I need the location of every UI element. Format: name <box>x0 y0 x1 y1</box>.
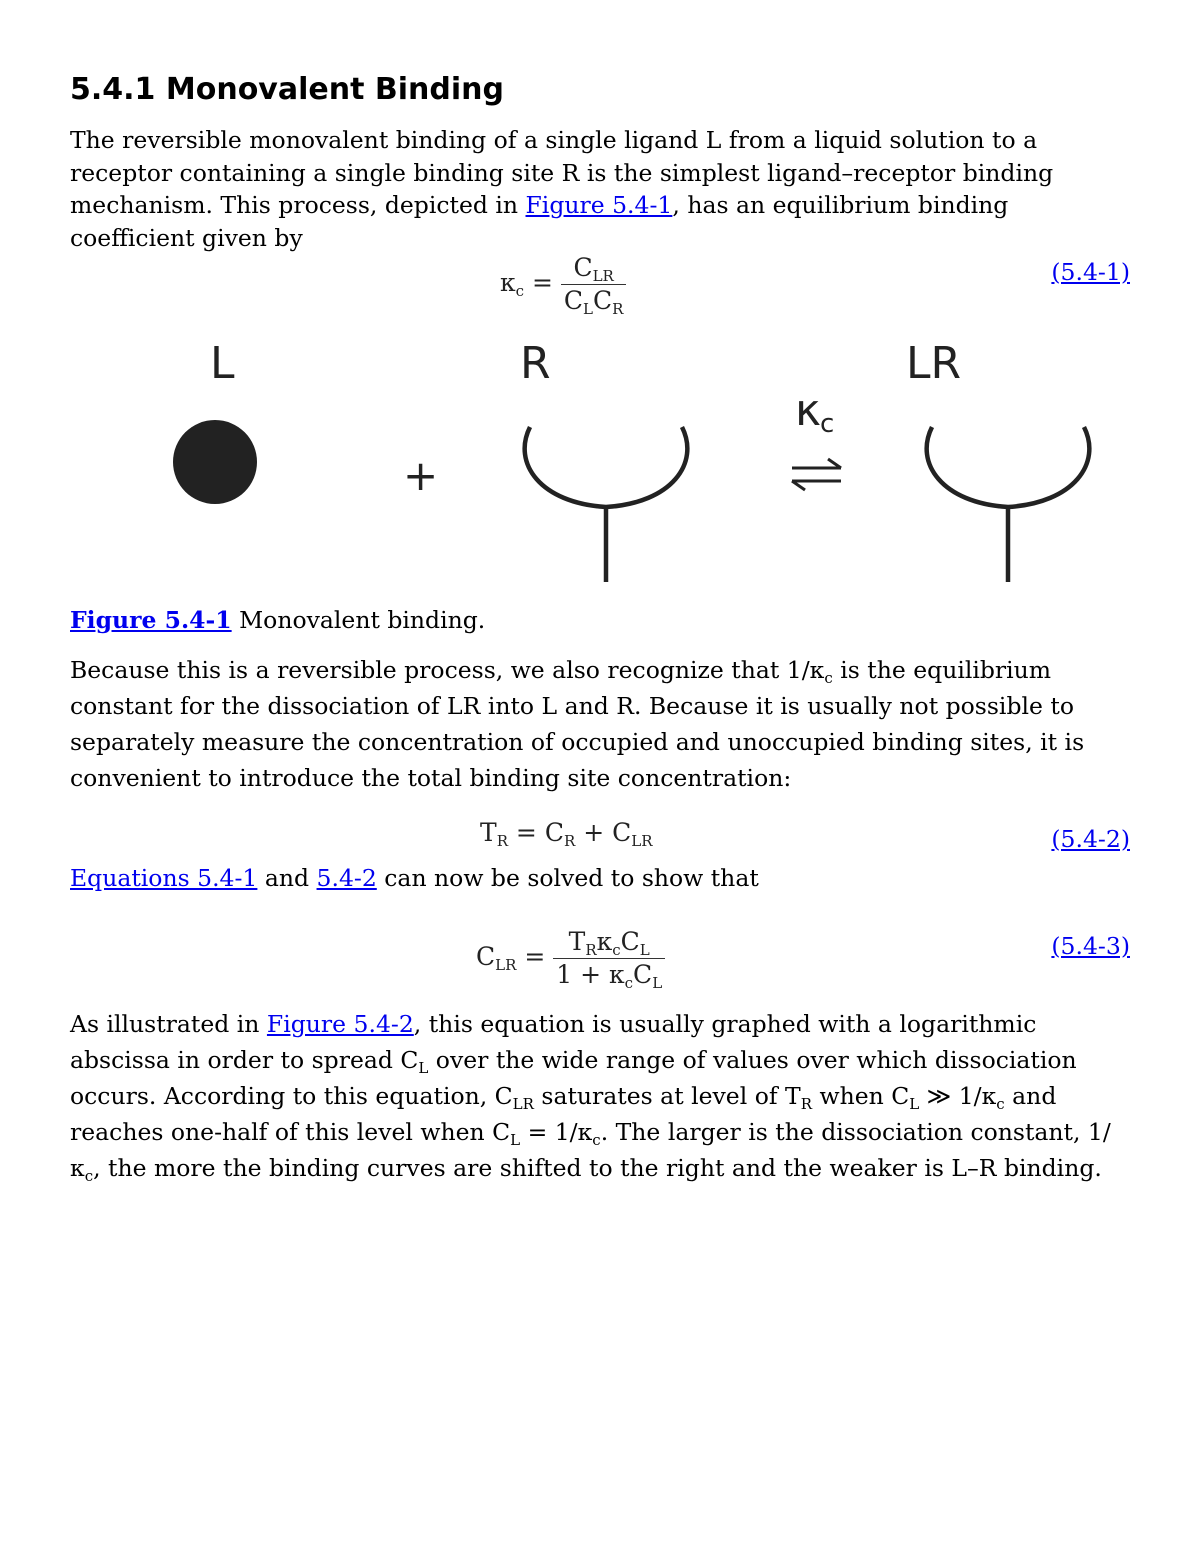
figure-monovalent-binding <box>210 335 1120 595</box>
figure-kappa-sub: c <box>820 409 835 439</box>
eq1-den-a: C <box>563 286 584 315</box>
equation-5-4-2 <box>480 818 653 850</box>
para4-t5: when C <box>812 1082 910 1110</box>
figure-label-l: L <box>210 338 235 389</box>
para1-text-a: The reversible monovalent binding of a single ligand L from a liquid solution to a receptor containing a single binding site R is the simplest ligand–receptor binding mechanism. This process, depicted in <box>70 126 1054 219</box>
eq1-den-b: C <box>593 286 613 315</box>
eq3-den-b: C <box>633 960 653 989</box>
para1-text-b: , has an equilibrium binding coefficient given by <box>70 191 1009 252</box>
para3-text-a: and <box>257 864 317 892</box>
para4-t10: , the more the binding curves are shifted to the right and the weaker is L–R binding. <box>93 1154 1102 1182</box>
eq1-num-c: C <box>573 253 593 282</box>
equation-number-5-4-2[interactable]: (5.4-2) <box>1051 825 1130 853</box>
para4-t1: As illustrated in <box>70 1010 267 1038</box>
figure-kappa: κ <box>795 385 821 436</box>
para4-s2: LR <box>512 1095 534 1113</box>
figure-label-lr: LR <box>906 338 962 389</box>
equation-5-4-3 <box>476 926 665 991</box>
section-heading <box>70 68 504 112</box>
para4-s7: c <box>592 1131 601 1149</box>
figure-plus-sign: + <box>403 451 439 500</box>
section-title: Monovalent Binding <box>165 72 504 107</box>
eq3-denominator <box>553 959 665 991</box>
eq3-equals: = <box>524 942 546 971</box>
figure-5-4-1-link[interactable]: Figure 5.4-1 <box>525 191 673 219</box>
paragraph-illustrated <box>70 1006 1132 1186</box>
eq1-den-a-sub: L <box>583 300 593 318</box>
eq1-numerator <box>561 252 627 285</box>
paragraph-intro <box>70 124 1132 254</box>
eq1-lhs-sub: c <box>515 282 525 300</box>
section-number: 5.4.1 <box>70 72 156 107</box>
eq2-b: = C <box>507 818 564 847</box>
eq3-num-b: κ <box>596 927 613 956</box>
equation-5-4-1 <box>500 252 626 317</box>
eq3-lhs: C <box>476 942 496 971</box>
para4-t9: . The larger is the dissociation constant, 1/κ <box>70 1118 1111 1182</box>
eq1-den-b-sub: R <box>612 300 624 318</box>
equilibrium-arrows-icon <box>792 459 841 490</box>
para4-s5: c <box>996 1095 1005 1113</box>
eq1-equals: = <box>531 268 553 297</box>
para4-t7: and reaches one-half of this level when C <box>70 1082 1057 1146</box>
equations-5-4-1-link[interactable]: Equations 5.4-1 <box>70 864 258 892</box>
eq1-fraction <box>561 252 627 317</box>
eq3-num-c-sub: L <box>639 941 650 959</box>
eq3-num-a-sub: R <box>585 941 597 959</box>
para4-t2: , this equation is usually graphed with a logarithmic abscissa in order to spread C <box>70 1010 1037 1074</box>
equation-number-5-4-1[interactable]: (5.4-1) <box>1051 258 1130 286</box>
eq1-lhs: κ <box>500 268 516 297</box>
para4-s6: L <box>510 1131 521 1149</box>
ligand-circle <box>173 420 257 504</box>
eq3-lhs-sub: LR <box>495 956 517 974</box>
para4-s4: L <box>909 1095 920 1113</box>
eq2-b-sub: R <box>563 832 576 850</box>
para2-text-b: is the equilibrium constant for the dissociation of LR into L and R. Because it is usually not possible to separately measure the concentration of occupied and unoccupied binding sites, it is convenient to introduce the total binding site concentration: <box>70 656 1085 792</box>
para4-s1: L <box>418 1059 429 1077</box>
figure-5-4-2-link[interactable]: Figure 5.4-2 <box>266 1010 414 1038</box>
eq3-numerator <box>553 926 665 959</box>
eq1-denominator <box>561 285 627 317</box>
para3-text-b: can now be solved to show that <box>376 864 759 892</box>
paragraph-equations <box>70 862 1132 895</box>
para4-t4: saturates at level of T <box>533 1082 801 1110</box>
equation-number-5-4-3[interactable]: (5.4-3) <box>1051 932 1130 960</box>
caption-text: Monovalent binding. <box>231 606 486 634</box>
eq3-den-a: 1 + κ <box>556 960 625 989</box>
eq3-den-b-sub: L <box>652 974 663 992</box>
para4-t8: = 1/κ <box>520 1118 593 1146</box>
eq3-num-a: T <box>568 927 586 956</box>
figure-label-r: R <box>520 338 551 389</box>
paragraph-reversible <box>70 652 1132 796</box>
caption-figure-link[interactable]: Figure 5.4-1 <box>70 606 232 634</box>
receptor-r-shape <box>525 427 688 582</box>
eq3-den-a-sub: c <box>624 974 634 992</box>
eq1-num-sub: LR <box>592 267 614 285</box>
eq2-c-sub: LR <box>631 832 653 850</box>
para4-t3: over the wide range of values over which dissociation occurs. According to this equation, C <box>70 1046 1077 1110</box>
para2-sub: c <box>824 669 833 687</box>
eq3-fraction <box>553 926 665 991</box>
receptor-lr-shape <box>927 427 1090 582</box>
eq3-num-c: C <box>620 927 640 956</box>
eq2-a-sub: R <box>496 832 508 850</box>
para2-text-a: Because this is a reversible process, we also recognize that 1/κ <box>70 656 825 684</box>
equation-5-4-2-link[interactable]: 5.4-2 <box>316 864 377 892</box>
para4-s8: c <box>84 1167 94 1185</box>
para4-s3: R <box>800 1095 812 1113</box>
eq2-c: + C <box>575 818 632 847</box>
eq3-num-b-sub: c <box>612 941 621 959</box>
para4-t6: ≫ 1/κ <box>919 1082 997 1110</box>
eq2-a: T <box>480 818 497 847</box>
figure-caption <box>70 604 485 636</box>
